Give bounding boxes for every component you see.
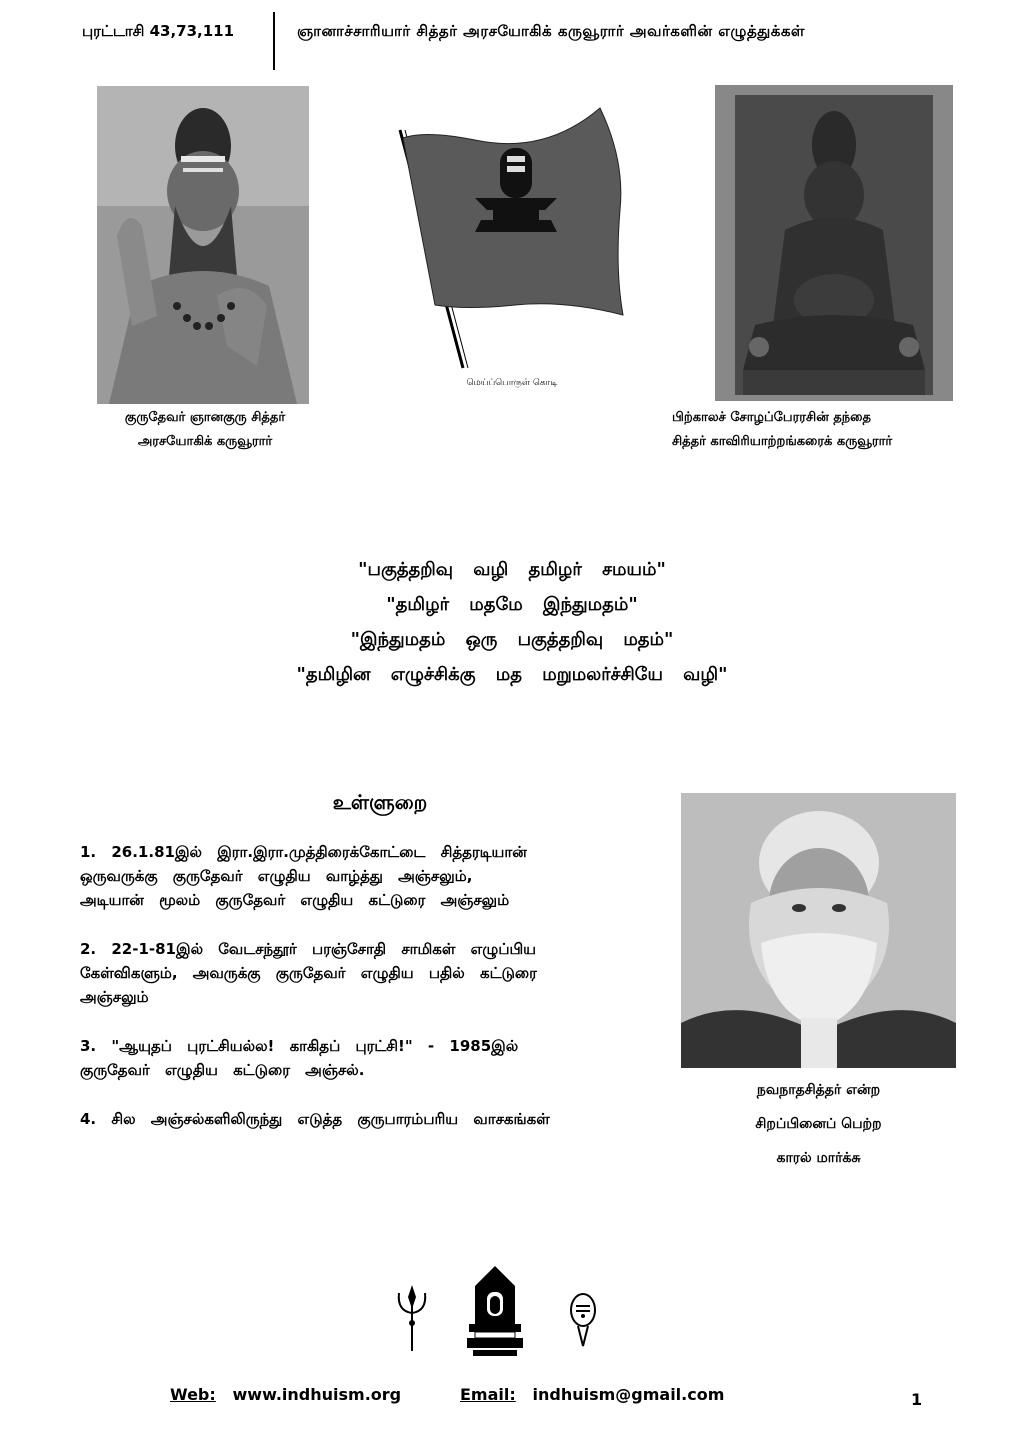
sage-caption-line: குருதேவர் ஞானகுரு சித்தர் bbox=[124, 410, 286, 425]
statue-caption-line: பிற்காலச் சோழப்பேரரசின் தந்தை bbox=[672, 410, 871, 425]
email-link[interactable]: indhuism@gmail.com bbox=[532, 1385, 725, 1404]
portrait-caption-line: சிறப்பினைப் பெற்ற bbox=[755, 1116, 882, 1132]
header-divider bbox=[273, 12, 275, 70]
header-month: புரட்டாசி 43,73,111 bbox=[82, 22, 235, 40]
toc-item bbox=[80, 1034, 670, 1082]
toc-line: 3. "ஆயுதப் புரட்சியல்ல! காகிதப் புரட்சி!" - 1985இல் bbox=[80, 1037, 519, 1055]
toc-title: உள்ளுறை bbox=[332, 790, 428, 814]
web-label: Web: bbox=[170, 1385, 216, 1404]
statue-caption bbox=[672, 406, 957, 454]
vibhuti-pouch-icon bbox=[568, 1288, 598, 1348]
toc-line: குருதேவர் எழுதிய கட்டுரை அஞ்சல். bbox=[80, 1061, 365, 1079]
toc-line: 4. சில அஞ்சல்களிலிருந்து எடுத்த குருபாரம்பரிய வாசகங்கள் bbox=[80, 1110, 550, 1128]
toc-line: அஞ்சலும் bbox=[80, 988, 149, 1006]
shiva-lingam-shrine-icon bbox=[465, 1264, 525, 1359]
toc-line: ஒருவருக்கு குருதேவர் எழுதிய வாழ்த்து அஞ்சலும், bbox=[80, 867, 473, 885]
flag-caption: மெய்ப்பொருள் கொடி bbox=[466, 378, 558, 388]
page-number: 1 bbox=[911, 1390, 923, 1409]
sage-photo bbox=[97, 86, 309, 404]
sage-caption bbox=[95, 406, 315, 454]
statue-caption-line: சித்தர் காவிரியாற்றங்கரைக் கருவூரார் bbox=[672, 434, 893, 449]
slogan: "பகுத்தறிவு வழி தமிழர் சமயம்" bbox=[358, 559, 666, 580]
toc-item bbox=[80, 1107, 670, 1131]
slogan: "தமிழர் மதமே இந்துமதம்" bbox=[386, 594, 638, 615]
deity-statue-photo bbox=[715, 85, 953, 401]
slogan: "தமிழின எழுச்சிக்கு மத மறுமலர்ச்சியே வழி" bbox=[296, 664, 728, 685]
email-label: Email: bbox=[460, 1385, 516, 1404]
slogan: "இந்துமதம் ஒரு பகுத்தறிவு மதம்" bbox=[350, 629, 674, 650]
web-link[interactable]: www.indhuism.org bbox=[232, 1385, 402, 1404]
toc-line: 2. 22-1-81இல் வேடசந்தூர் பரஞ்சோதி சாமிகள் எழுப்பிய bbox=[80, 940, 537, 958]
trident-icon bbox=[395, 1283, 429, 1353]
toc-item bbox=[80, 937, 670, 1009]
sage-caption-line: அரசயோகிக் கருவூரார் bbox=[137, 434, 273, 449]
toc-line: அடியான் மூலம் குருதேவர் எழுதிய கட்டுரை அஞ்சலும் bbox=[80, 891, 510, 909]
portrait-caption bbox=[681, 1073, 956, 1175]
karl-marx-portrait bbox=[681, 793, 956, 1068]
toc-line: 1. 26.1.81இல் இரா.இரா.முத்திரைக்கோட்டை சித்தரடியான் bbox=[80, 843, 527, 861]
slogan-block bbox=[150, 552, 874, 692]
footer-web bbox=[170, 1385, 401, 1404]
shiva-flag-image bbox=[385, 100, 635, 390]
toc-list bbox=[80, 840, 670, 1156]
toc-line: கேள்விகளும், அவருக்கு குருதேவர் எழுதிய பதில் கட்டுரை bbox=[80, 964, 537, 982]
toc-item bbox=[80, 840, 670, 912]
footer-email bbox=[460, 1385, 724, 1404]
portrait-caption-line: நவநாதசித்தர் என்ற bbox=[756, 1082, 881, 1098]
portrait-caption-line: காரல் மார்க்சு bbox=[776, 1150, 861, 1166]
header-title: ஞானாச்சாரியார் சித்தர் அரசயோகிக் கருவூரார் அவர்களின் எழுத்துக்கள் bbox=[297, 22, 805, 40]
